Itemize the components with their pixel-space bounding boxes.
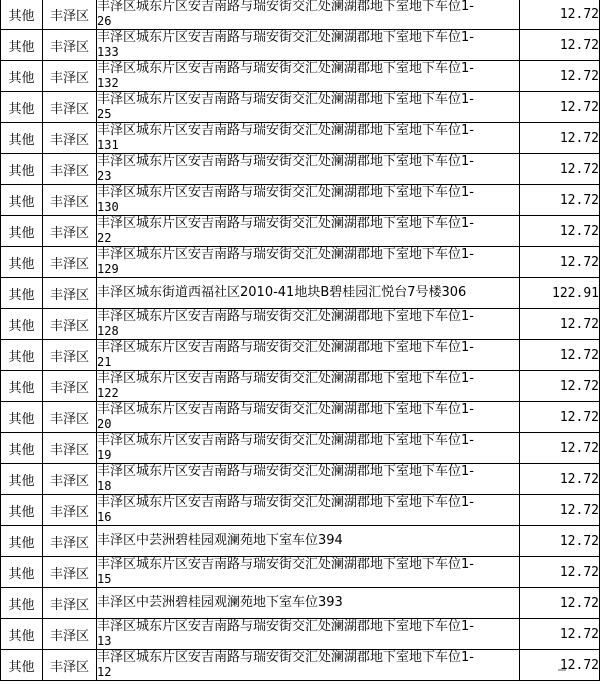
address-line-1: 丰泽区城东片区安吉南路与瑞安街交汇处澜湖郡地下室地下车位1- bbox=[97, 123, 474, 138]
cell-area: 12.72 bbox=[520, 154, 600, 185]
table-row bbox=[1, 92, 600, 123]
table-row bbox=[1, 278, 600, 309]
cell-area: 12.72 bbox=[520, 216, 600, 247]
cell-type: 其他 bbox=[1, 588, 43, 619]
cell-area: 12.72 bbox=[520, 340, 600, 371]
table-row bbox=[1, 526, 600, 557]
cell-district: 丰泽区 bbox=[43, 619, 97, 650]
cell-type: 其他 bbox=[1, 433, 43, 464]
address-line-2: 20 bbox=[97, 417, 112, 431]
address-line-2: 21 bbox=[97, 355, 112, 369]
address-line-2: 19 bbox=[97, 448, 112, 462]
cell-district: 丰泽区 bbox=[43, 371, 97, 402]
cell-address bbox=[97, 278, 520, 309]
cell-area: 12.72 bbox=[520, 247, 600, 278]
cell-type: 其他 bbox=[1, 619, 43, 650]
cell-address bbox=[97, 340, 520, 371]
cell-address bbox=[97, 0, 520, 30]
address-line-1: 丰泽区城东片区安吉南路与瑞安街交汇处澜湖郡地下室地下车位1- bbox=[97, 402, 474, 417]
cell-address bbox=[97, 92, 520, 123]
address-line-1: 丰泽区城东片区安吉南路与瑞安街交汇处澜湖郡地下室地下车位1- bbox=[97, 371, 474, 386]
cell-type: 其他 bbox=[1, 30, 43, 61]
cell-address bbox=[97, 371, 520, 402]
cell-district: 丰泽区 bbox=[43, 557, 97, 588]
table-row bbox=[1, 371, 600, 402]
table-row bbox=[1, 185, 600, 216]
cell-area: 12.72 bbox=[520, 464, 600, 495]
cell-address bbox=[97, 247, 520, 278]
cell-area: 12.72 bbox=[520, 402, 600, 433]
cell-address bbox=[97, 526, 520, 557]
cell-district: 丰泽区 bbox=[43, 278, 97, 309]
cell-type: 其他 bbox=[1, 495, 43, 526]
cell-address bbox=[97, 588, 520, 619]
cell-type: 其他 bbox=[1, 92, 43, 123]
table-row bbox=[1, 123, 600, 154]
address-line-1: 丰泽区城东片区安吉南路与瑞安街交汇处澜湖郡地下室地下车位1- bbox=[97, 309, 474, 324]
address-line-2: 15 bbox=[97, 572, 112, 586]
cell-area: 12.72 bbox=[520, 92, 600, 123]
cell-area: 122.91 bbox=[520, 278, 600, 309]
cell-area: 12.72 bbox=[520, 619, 600, 650]
address-line-1: 丰泽区城东片区安吉南路与瑞安街交汇处澜湖郡地下室地下车位1- bbox=[97, 619, 474, 634]
cell-district: 丰泽区 bbox=[43, 30, 97, 61]
cell-type: 其他 bbox=[1, 402, 43, 433]
table-row bbox=[1, 433, 600, 464]
cell-type: 其他 bbox=[1, 123, 43, 154]
cell-type: 其他 bbox=[1, 650, 43, 681]
cell-district: 丰泽区 bbox=[43, 123, 97, 154]
cell-address bbox=[97, 557, 520, 588]
address-line-2: 129 bbox=[97, 262, 119, 276]
address-line-1: 丰泽区城东片区安吉南路与瑞安街交汇处澜湖郡地下室地下车位1- bbox=[97, 0, 474, 14]
table-row bbox=[1, 588, 600, 619]
cell-district: 丰泽区 bbox=[43, 464, 97, 495]
cell-type: 其他 bbox=[1, 0, 43, 30]
address-line-2: 130 bbox=[97, 200, 119, 214]
cell-type: 其他 bbox=[1, 185, 43, 216]
cell-address bbox=[97, 30, 520, 61]
cell-district: 丰泽区 bbox=[43, 61, 97, 92]
cell-area: 12.72 bbox=[520, 0, 600, 30]
table-body bbox=[1, 0, 600, 681]
cell-district: 丰泽区 bbox=[43, 433, 97, 464]
address-line-2: 12 bbox=[97, 665, 112, 679]
address-line-2: 133 bbox=[97, 45, 119, 59]
cell-area: 12.72 bbox=[520, 61, 600, 92]
address-line-2: 13 bbox=[97, 634, 112, 648]
address-line-1: 丰泽区城东片区安吉南路与瑞安街交汇处澜湖郡地下室地下车位1- bbox=[97, 216, 474, 231]
cell-address bbox=[97, 495, 520, 526]
table-row bbox=[1, 557, 600, 588]
address-line-2: 132 bbox=[97, 76, 119, 90]
cell-district: 丰泽区 bbox=[43, 92, 97, 123]
cell-address bbox=[97, 154, 520, 185]
address-line-2: 122 bbox=[97, 386, 119, 400]
cell-type: 其他 bbox=[1, 278, 43, 309]
cell-district: 丰泽区 bbox=[43, 340, 97, 371]
cell-area: 12.72 bbox=[520, 123, 600, 154]
address-line-2: 25 bbox=[97, 107, 112, 121]
cell-area: 12.72 bbox=[520, 588, 600, 619]
cell-address bbox=[97, 61, 520, 92]
address-line-1: 丰泽区城东片区安吉南路与瑞安街交汇处澜湖郡地下室地下车位1- bbox=[97, 557, 474, 572]
cell-type: 其他 bbox=[1, 340, 43, 371]
cell-area: 12.72 bbox=[520, 495, 600, 526]
cell-district: 丰泽区 bbox=[43, 247, 97, 278]
cell-type: 其他 bbox=[1, 247, 43, 278]
cell-district: 丰泽区 bbox=[43, 309, 97, 340]
cell-district: 丰泽区 bbox=[43, 0, 97, 30]
address-line-2: 128 bbox=[97, 324, 119, 338]
address-line-1: 丰泽区城东片区安吉南路与瑞安街交汇处澜湖郡地下室地下车位1- bbox=[97, 30, 474, 45]
table-row bbox=[1, 619, 600, 650]
address-line-1: 丰泽区城东片区安吉南路与瑞安街交汇处澜湖郡地下室地下车位1- bbox=[97, 154, 474, 169]
table-row bbox=[1, 216, 600, 247]
address-line-2: 18 bbox=[97, 479, 112, 493]
cell-district: 丰泽区 bbox=[43, 588, 97, 619]
cell-area: 12.72 bbox=[520, 371, 600, 402]
cell-area: 12.72 bbox=[520, 650, 600, 681]
cell-district: 丰泽区 bbox=[43, 154, 97, 185]
cell-type: 其他 bbox=[1, 557, 43, 588]
address-line-2: 22 bbox=[97, 231, 112, 245]
cell-address bbox=[97, 619, 520, 650]
address-line-1: 丰泽区城东片区安吉南路与瑞安街交汇处澜湖郡地下室地下车位1- bbox=[97, 433, 474, 448]
address-line-2: 23 bbox=[97, 169, 112, 183]
address-line: 丰泽区城东街道西福社区2010-41地块B碧桂园汇悦台7号楼306 bbox=[97, 285, 467, 300]
cell-district: 丰泽区 bbox=[43, 216, 97, 247]
cell-area: 12.72 bbox=[520, 557, 600, 588]
address-line-1: 丰泽区城东片区安吉南路与瑞安街交汇处澜湖郡地下室地下车位1- bbox=[97, 61, 474, 76]
cell-area: 12.72 bbox=[520, 309, 600, 340]
cell-type: 其他 bbox=[1, 309, 43, 340]
cell-type: 其他 bbox=[1, 371, 43, 402]
watermark bbox=[558, 669, 566, 671]
address-line-1: 丰泽区城东片区安吉南路与瑞安街交汇处澜湖郡地下室地下车位1- bbox=[97, 92, 474, 107]
address-line-1: 丰泽区城东片区安吉南路与瑞安街交汇处澜湖郡地下室地下车位1- bbox=[97, 495, 474, 510]
address-line-2: 131 bbox=[97, 138, 119, 152]
address-line-1: 丰泽区城东片区安吉南路与瑞安街交汇处澜湖郡地下室地下车位1- bbox=[97, 464, 474, 479]
cell-type: 其他 bbox=[1, 216, 43, 247]
cell-address bbox=[97, 185, 520, 216]
table-row bbox=[1, 309, 600, 340]
cell-area: 12.72 bbox=[520, 185, 600, 216]
cell-type: 其他 bbox=[1, 526, 43, 557]
cell-area: 12.72 bbox=[520, 30, 600, 61]
table-row bbox=[1, 495, 600, 526]
cell-area: 12.72 bbox=[520, 526, 600, 557]
address-line: 丰泽区中芸洲碧桂园观澜苑地下室车位393 bbox=[97, 595, 343, 610]
table-row bbox=[1, 340, 600, 371]
address-line-2: 26 bbox=[97, 14, 112, 28]
table-row bbox=[1, 650, 600, 681]
cell-address bbox=[97, 123, 520, 154]
cell-area: 12.72 bbox=[520, 433, 600, 464]
cell-type: 其他 bbox=[1, 154, 43, 185]
address-line-1: 丰泽区城东片区安吉南路与瑞安街交汇处澜湖郡地下室地下车位1- bbox=[97, 650, 474, 665]
cell-address bbox=[97, 433, 520, 464]
cell-address bbox=[97, 464, 520, 495]
table-row bbox=[1, 154, 600, 185]
cell-address bbox=[97, 309, 520, 340]
table-row bbox=[1, 30, 600, 61]
cell-type: 其他 bbox=[1, 61, 43, 92]
address-line-1: 丰泽区城东片区安吉南路与瑞安街交汇处澜湖郡地下室地下车位1- bbox=[97, 185, 474, 200]
table-row bbox=[1, 0, 600, 30]
cell-address bbox=[97, 402, 520, 433]
cell-type: 其他 bbox=[1, 464, 43, 495]
cell-district: 丰泽区 bbox=[43, 526, 97, 557]
address-line-2: 16 bbox=[97, 510, 112, 524]
cell-address bbox=[97, 650, 520, 681]
address-line-1: 丰泽区城东片区安吉南路与瑞安街交汇处澜湖郡地下室地下车位1- bbox=[97, 247, 474, 262]
table-row bbox=[1, 247, 600, 278]
cell-address bbox=[97, 216, 520, 247]
cell-district: 丰泽区 bbox=[43, 650, 97, 681]
cell-district: 丰泽区 bbox=[43, 495, 97, 526]
table-row bbox=[1, 464, 600, 495]
cell-district: 丰泽区 bbox=[43, 402, 97, 433]
table-row bbox=[1, 402, 600, 433]
table-row bbox=[1, 61, 600, 92]
address-line: 丰泽区中芸洲碧桂园观澜苑地下室车位394 bbox=[97, 533, 343, 548]
cell-district: 丰泽区 bbox=[43, 185, 97, 216]
address-line-1: 丰泽区城东片区安吉南路与瑞安街交汇处澜湖郡地下室地下车位1- bbox=[97, 340, 474, 355]
